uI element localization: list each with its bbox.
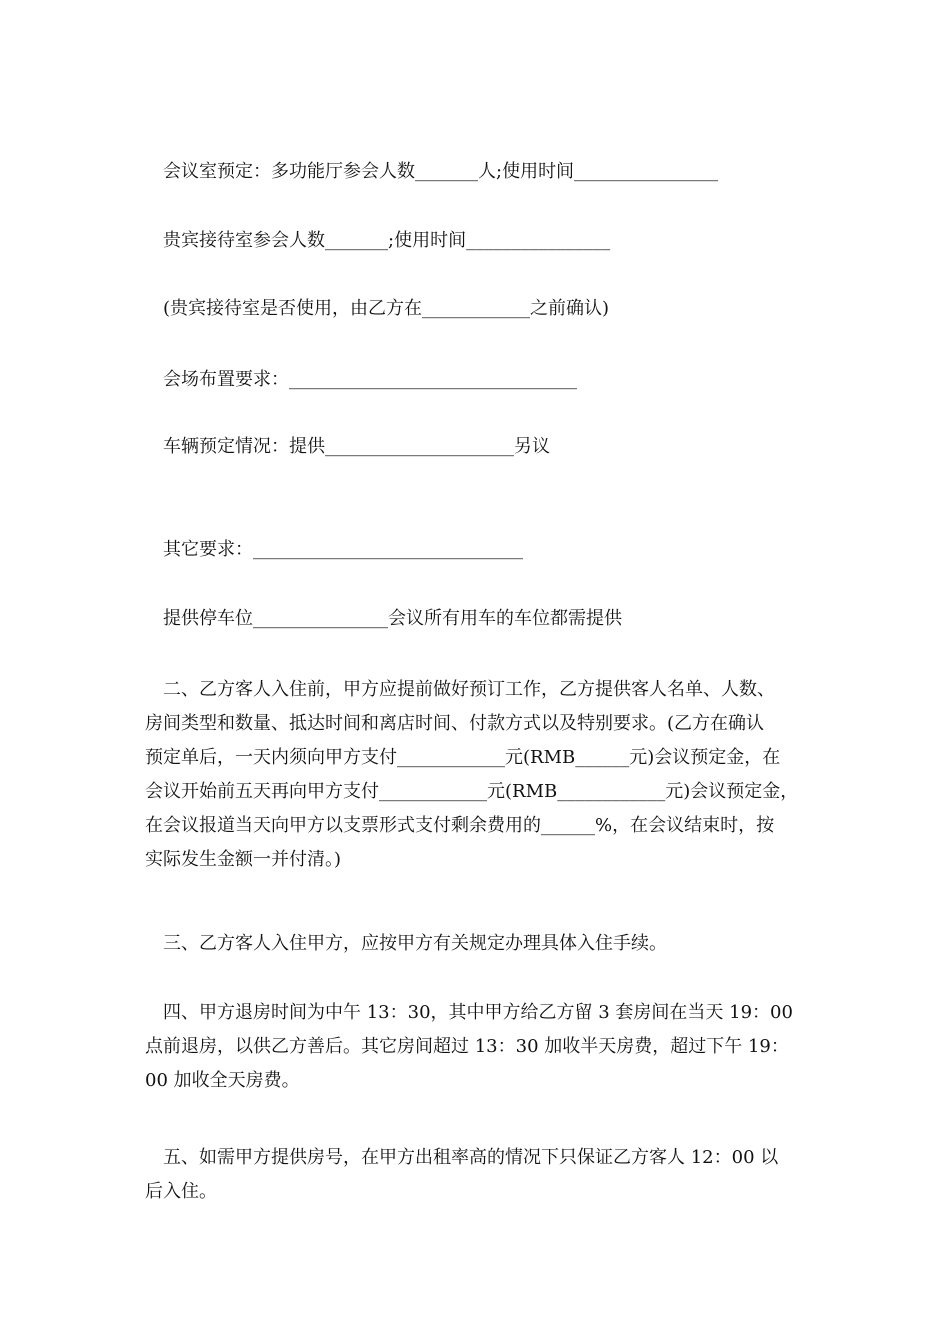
paragraph-line: 房间类型和数量、抵达时间和离店时间、付款方式以及特别要求。(乙方在确认 xyxy=(145,713,765,734)
section-5-paragraph xyxy=(145,1141,815,1209)
paragraph-line: 预定单后，一天内须向甲方支付____________元(RMB______元)会议预定金，在 xyxy=(145,747,781,768)
meeting-room-line: 会议室预定：多功能厅参会人数_______人;使用时间________________ xyxy=(145,161,719,182)
section-3-paragraph xyxy=(145,927,815,961)
section-2-paragraph xyxy=(145,673,815,877)
vehicle-line: 车辆预定情况：提供_____________________另议 xyxy=(145,436,550,457)
paragraph-line: 实际发生金额一并付清。) xyxy=(145,849,342,870)
parking-line: 提供停车位_______________会议所有用车的车位都需提供 xyxy=(145,608,622,629)
vip-confirm-line: (贵宾接待室是否使用，由乙方在____________之前确认) xyxy=(145,298,610,319)
vip-room-line: 贵宾接待室参会人数_______;使用时间________________ xyxy=(145,230,611,251)
paragraph-line: 五、如需甲方提供房号，在甲方出租率高的情况下只保证乙方客人 12：00 以 xyxy=(145,1147,779,1168)
section-4-paragraph xyxy=(145,996,815,1098)
paragraph-line: 后入住。 xyxy=(145,1181,217,1202)
other-requirements-line: 其它要求：______________________________ xyxy=(145,539,523,560)
paragraph-line: 二、乙方客人入住前，甲方应提前做好预订工作，乙方提供客人名单、人数、 xyxy=(145,679,775,700)
paragraph-line: 会议开始前五天再向甲方支付____________元(RMB____________元)会议预定金， xyxy=(145,781,799,802)
paragraph-line: 点前退房，以供乙方善后。其它房间超过 13：30 加收半天房费，超过下午 19： xyxy=(145,1036,789,1057)
paragraph-line: 四、甲方退房时间为中午 13：30，其中甲方给乙方留 3 套房间在当天 19：00 xyxy=(145,1002,793,1023)
venue-layout-line: 会场布置要求：________________________________ xyxy=(145,369,577,390)
paragraph-line: 在会议报道当天向甲方以支票形式支付剩余费用的______%，在会议结束时，按 xyxy=(145,815,775,836)
paragraph-line: 00 加收全天房费。 xyxy=(145,1070,300,1091)
paragraph-line: 三、乙方客人入住甲方，应按甲方有关规定办理具体入住手续。 xyxy=(145,933,667,954)
